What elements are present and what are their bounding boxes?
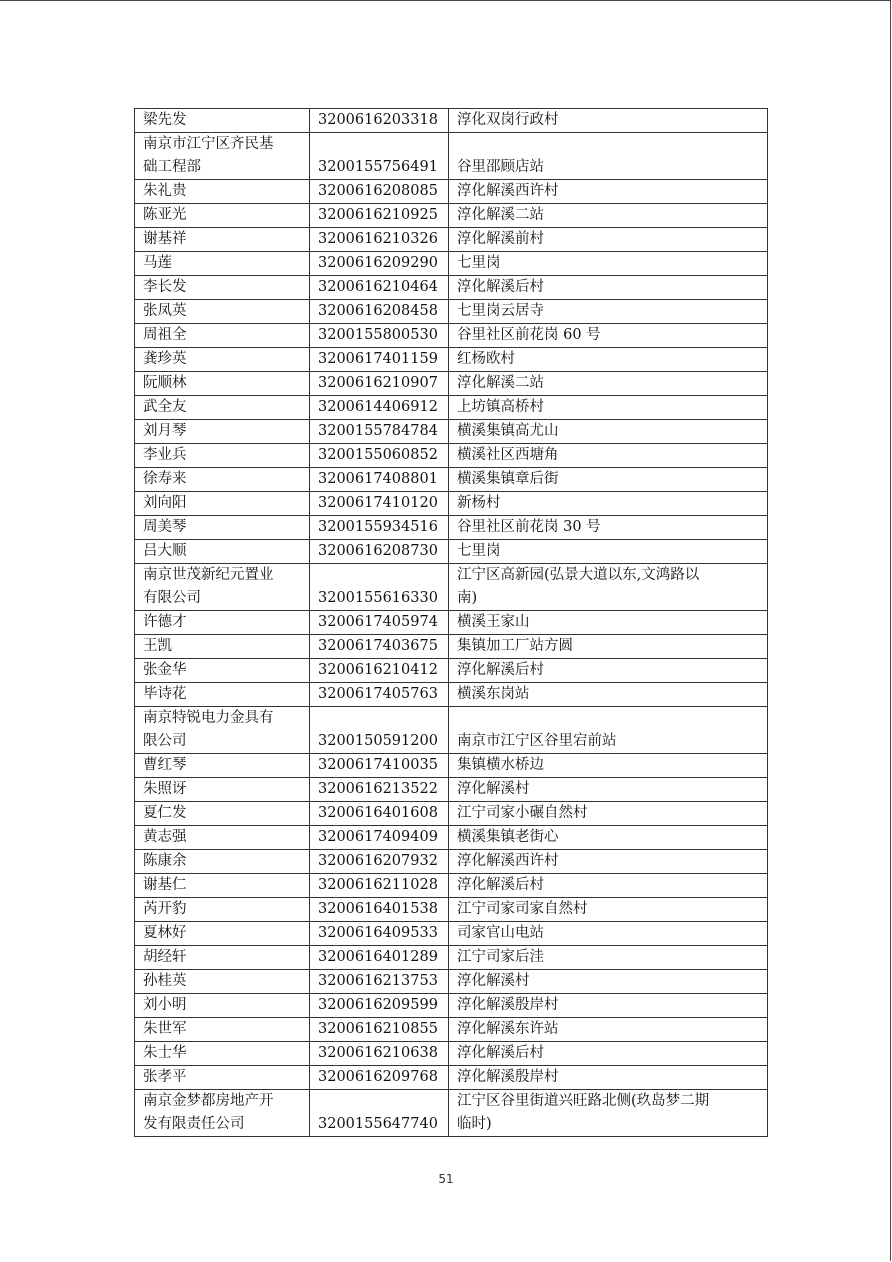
address-cell: 江宁司家司家自然村 xyxy=(449,898,768,922)
table-row xyxy=(135,946,768,970)
address-cell: 横溪东岗站 xyxy=(449,683,768,707)
name-cell: 刘向阳 xyxy=(135,492,310,516)
table-row xyxy=(135,348,768,372)
name-cell: 孙桂英 xyxy=(135,970,310,994)
table-row xyxy=(135,420,768,444)
address-cell: 江宁区谷里街道兴旺路北侧(玖岛梦二期 临时) xyxy=(449,1090,768,1137)
name-cell: 龚珍英 xyxy=(135,348,310,372)
table-row xyxy=(135,994,768,1018)
address-cell: 新杨村 xyxy=(449,492,768,516)
table-row xyxy=(135,970,768,994)
table-row xyxy=(135,252,768,276)
account-id-cell: 3200617403675 xyxy=(310,635,449,659)
name-cell: 谢基仁 xyxy=(135,874,310,898)
account-id-cell: 3200616211028 xyxy=(310,874,449,898)
table-row xyxy=(135,276,768,300)
table-row xyxy=(135,874,768,898)
address-cell: 淳化解溪殷岸村 xyxy=(449,994,768,1018)
account-id-cell: 3200617409409 xyxy=(310,826,449,850)
address-cell: 淳化解溪村 xyxy=(449,778,768,802)
table-row xyxy=(135,1018,768,1042)
table-row xyxy=(135,564,768,611)
table-row xyxy=(135,707,768,754)
name-cell: 李长发 xyxy=(135,276,310,300)
address-cell: 淳化解溪村 xyxy=(449,970,768,994)
name-cell: 朱世军 xyxy=(135,1018,310,1042)
address-cell: 淳化解溪后村 xyxy=(449,276,768,300)
address-cell: 红杨欧村 xyxy=(449,348,768,372)
name-cell: 周祖全 xyxy=(135,324,310,348)
account-id-cell: 3200155934516 xyxy=(310,516,449,540)
name-cell: 南京市江宁区齐民基 础工程部 xyxy=(135,133,310,180)
name-cell: 刘小明 xyxy=(135,994,310,1018)
name-cell: 南京世茂新纪元置业 有限公司 xyxy=(135,564,310,611)
account-id-cell: 3200616401289 xyxy=(310,946,449,970)
address-cell: 谷里邵顾店站 xyxy=(449,133,768,180)
account-id-cell: 3200616209599 xyxy=(310,994,449,1018)
address-cell: 淳化解溪二站 xyxy=(449,372,768,396)
table-row xyxy=(135,372,768,396)
table-row xyxy=(135,659,768,683)
name-cell: 周美琴 xyxy=(135,516,310,540)
address-cell: 江宁区高新园(弘景大道以东,文鸿路以 南) xyxy=(449,564,768,611)
table-row xyxy=(135,324,768,348)
account-id-cell: 3200616210855 xyxy=(310,1018,449,1042)
account-id-cell: 3200616208458 xyxy=(310,300,449,324)
address-cell: 横溪王家山 xyxy=(449,611,768,635)
address-cell: 横溪集镇章后街 xyxy=(449,468,768,492)
address-cell: 横溪集镇高尤山 xyxy=(449,420,768,444)
name-cell: 刘月琴 xyxy=(135,420,310,444)
account-id-cell: 3200155616330 xyxy=(310,564,449,611)
account-id-cell: 3200616210638 xyxy=(310,1042,449,1066)
account-id-cell: 3200617410120 xyxy=(310,492,449,516)
address-cell: 七里岗 xyxy=(449,252,768,276)
table-row xyxy=(135,778,768,802)
address-cell: 淳化解溪西许村 xyxy=(449,850,768,874)
table-row xyxy=(135,180,768,204)
name-cell: 张孝平 xyxy=(135,1066,310,1090)
table-row xyxy=(135,683,768,707)
records-table xyxy=(134,108,768,1137)
account-id-cell: 3200150591200 xyxy=(310,707,449,754)
address-cell: 集镇横水桥边 xyxy=(449,754,768,778)
name-cell: 马莲 xyxy=(135,252,310,276)
name-cell: 陈康余 xyxy=(135,850,310,874)
name-cell: 朱礼贵 xyxy=(135,180,310,204)
table-row xyxy=(135,540,768,564)
table-row xyxy=(135,1042,768,1066)
account-id-cell: 3200616409533 xyxy=(310,922,449,946)
account-id-cell: 3200155784784 xyxy=(310,420,449,444)
name-cell: 南京特锐电力金具有 限公司 xyxy=(135,707,310,754)
name-cell: 芮开豹 xyxy=(135,898,310,922)
table-row xyxy=(135,898,768,922)
name-cell: 武全友 xyxy=(135,396,310,420)
table-row xyxy=(135,300,768,324)
account-id-cell: 3200617408801 xyxy=(310,468,449,492)
account-id-cell: 3200616210412 xyxy=(310,659,449,683)
account-id-cell: 3200155756491 xyxy=(310,133,449,180)
address-cell: 淳化解溪后村 xyxy=(449,659,768,683)
account-id-cell: 3200155647740 xyxy=(310,1090,449,1137)
table-row xyxy=(135,611,768,635)
table-row xyxy=(135,228,768,252)
account-id-cell: 3200616401608 xyxy=(310,802,449,826)
table-row xyxy=(135,754,768,778)
account-id-cell: 3200616207932 xyxy=(310,850,449,874)
account-id-cell: 3200617405763 xyxy=(310,683,449,707)
name-cell: 梁先发 xyxy=(135,109,310,133)
address-cell: 七里岗 xyxy=(449,540,768,564)
address-cell: 南京市江宁区谷里宕前站 xyxy=(449,707,768,754)
table-row xyxy=(135,516,768,540)
account-id-cell: 3200616401538 xyxy=(310,898,449,922)
name-cell: 黄志强 xyxy=(135,826,310,850)
table-row xyxy=(135,922,768,946)
table-row xyxy=(135,109,768,133)
address-cell: 集镇加工厂站方圆 xyxy=(449,635,768,659)
table-row xyxy=(135,635,768,659)
table-row xyxy=(135,396,768,420)
account-id-cell: 3200617410035 xyxy=(310,754,449,778)
table-row xyxy=(135,444,768,468)
address-cell: 上坊镇高桥村 xyxy=(449,396,768,420)
account-id-cell: 3200616213753 xyxy=(310,970,449,994)
table-row xyxy=(135,1066,768,1090)
account-id-cell: 3200155060852 xyxy=(310,444,449,468)
address-cell: 淳化解溪西许村 xyxy=(449,180,768,204)
name-cell: 夏仁发 xyxy=(135,802,310,826)
address-cell: 司家官山电站 xyxy=(449,922,768,946)
records-table-body xyxy=(135,109,768,1137)
name-cell: 张金华 xyxy=(135,659,310,683)
account-id-cell: 3200617401159 xyxy=(310,348,449,372)
name-cell: 南京金梦都房地产开 发有限责任公司 xyxy=(135,1090,310,1137)
address-cell: 谷里社区前花岗 60 号 xyxy=(449,324,768,348)
name-cell: 李业兵 xyxy=(135,444,310,468)
name-cell: 吕大顺 xyxy=(135,540,310,564)
table-row xyxy=(135,826,768,850)
name-cell: 毕诗花 xyxy=(135,683,310,707)
account-id-cell: 3200616209768 xyxy=(310,1066,449,1090)
account-id-cell: 3200616213522 xyxy=(310,778,449,802)
name-cell: 曹红琴 xyxy=(135,754,310,778)
address-cell: 淳化解溪二站 xyxy=(449,204,768,228)
table-row xyxy=(135,1090,768,1137)
table-row xyxy=(135,133,768,180)
account-id-cell: 3200616210464 xyxy=(310,276,449,300)
table-row xyxy=(135,468,768,492)
address-cell: 淳化解溪殷岸村 xyxy=(449,1066,768,1090)
address-cell: 谷里社区前花岗 30 号 xyxy=(449,516,768,540)
account-id-cell: 3200616210326 xyxy=(310,228,449,252)
address-cell: 横溪社区西塘角 xyxy=(449,444,768,468)
table-row xyxy=(135,802,768,826)
address-cell: 淳化解溪前村 xyxy=(449,228,768,252)
account-id-cell: 3200614406912 xyxy=(310,396,449,420)
account-id-cell: 3200616210925 xyxy=(310,204,449,228)
address-cell: 淳化解溪后村 xyxy=(449,874,768,898)
page-number: 51 xyxy=(438,1172,454,1186)
account-id-cell: 3200617405974 xyxy=(310,611,449,635)
address-cell: 江宁司家小碾自然村 xyxy=(449,802,768,826)
name-cell: 谢基祥 xyxy=(135,228,310,252)
address-cell: 淳化解溪东许站 xyxy=(449,1018,768,1042)
name-cell: 张凤英 xyxy=(135,300,310,324)
account-id-cell: 3200616208085 xyxy=(310,180,449,204)
name-cell: 朱士华 xyxy=(135,1042,310,1066)
name-cell: 阮顺林 xyxy=(135,372,310,396)
name-cell: 许德才 xyxy=(135,611,310,635)
address-cell: 横溪集镇老街心 xyxy=(449,826,768,850)
name-cell: 胡经轩 xyxy=(135,946,310,970)
account-id-cell: 3200616210907 xyxy=(310,372,449,396)
table-row xyxy=(135,492,768,516)
table-row xyxy=(135,850,768,874)
address-cell: 淳化解溪后村 xyxy=(449,1042,768,1066)
name-cell: 夏林好 xyxy=(135,922,310,946)
table-row xyxy=(135,204,768,228)
name-cell: 王凯 xyxy=(135,635,310,659)
account-id-cell: 3200616208730 xyxy=(310,540,449,564)
name-cell: 朱照讶 xyxy=(135,778,310,802)
address-cell: 淳化双岗行政村 xyxy=(449,109,768,133)
account-id-cell: 3200155800530 xyxy=(310,324,449,348)
address-cell: 七里岗云居寺 xyxy=(449,300,768,324)
name-cell: 徐寿来 xyxy=(135,468,310,492)
account-id-cell: 3200616209290 xyxy=(310,252,449,276)
address-cell: 江宁司家后洼 xyxy=(449,946,768,970)
name-cell: 陈亚光 xyxy=(135,204,310,228)
account-id-cell: 3200616203318 xyxy=(310,109,449,133)
